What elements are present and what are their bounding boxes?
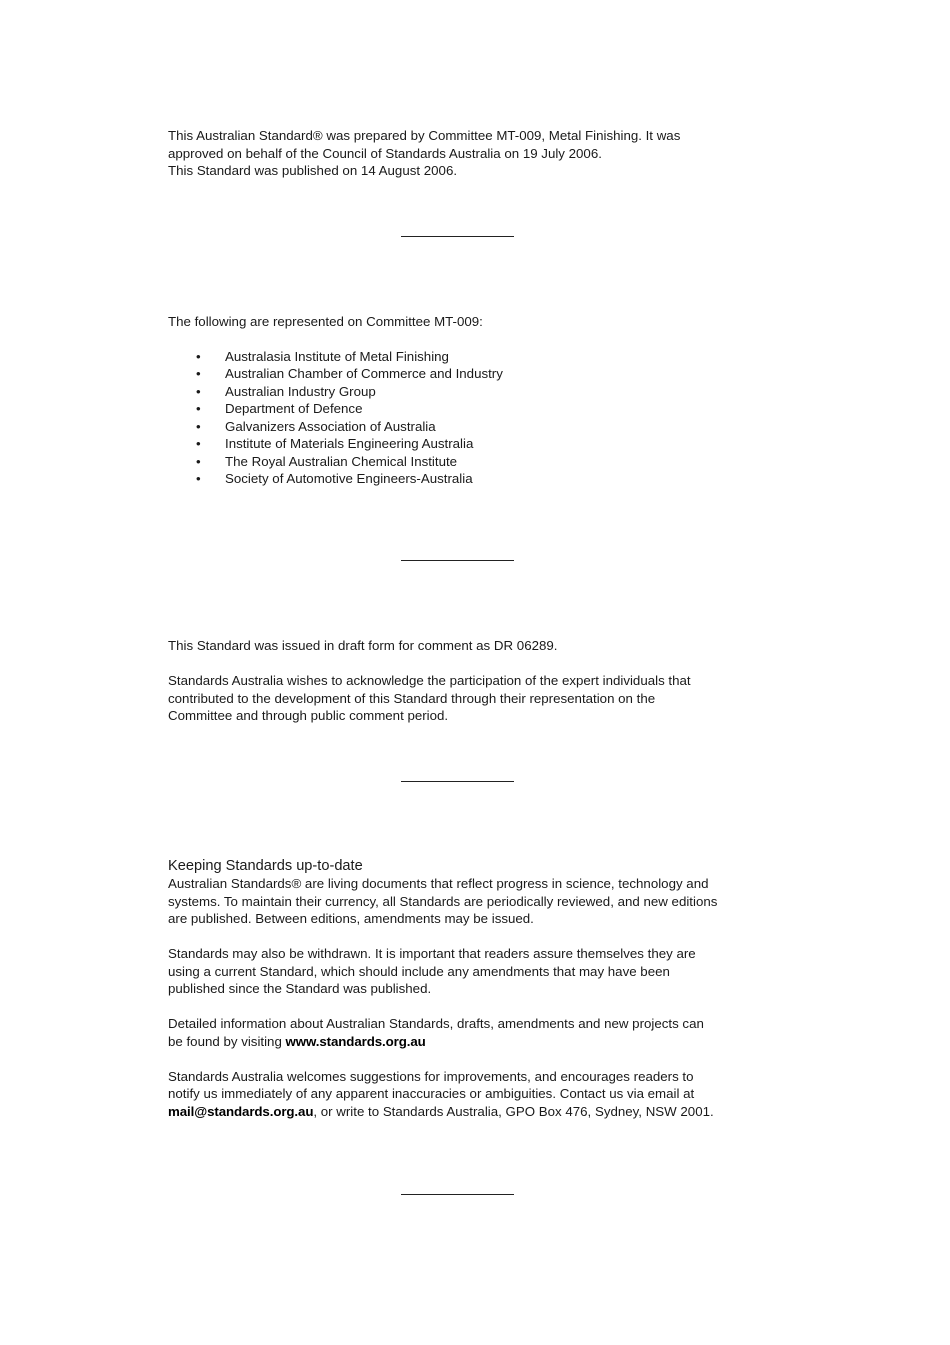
preparation-statement — [168, 127, 768, 180]
section-divider — [401, 781, 514, 782]
withdrawn-paragraph: Standards may also be withdrawn. It is important that readers assure themselves they are using a current Standard, which should include any amendments that may have been published since the Standard was published. — [168, 946, 696, 996]
list-item: • Australian Chamber of Commerce and Industry — [196, 366, 503, 381]
website-link[interactable]: www.standards.org.au — [285, 1033, 426, 1049]
list-item: • The Royal Australian Chemical Institute — [196, 453, 458, 469]
list-item: • Society of Automotive Engineers-Australia — [196, 471, 473, 486]
list-item: • Department of Defence — [196, 401, 363, 416]
acknowledgement-paragraph: Standards Australia wishes to acknowledge the participation of the expert individuals that contributed to the development of this Standard through their representation on the Committee and through public comment period. — [168, 673, 691, 723]
preparation-paragraph — [168, 127, 768, 180]
keeping-standards-section — [168, 857, 768, 1120]
suggestions-paragraph: Standards Australia welcomes suggestions for improvements, and encourages readers to notify us immediately of any apparent inaccuracies or ambiguities. Contact us via email at mail@standards.org.au, or write to Standards Australia, GPO Box 476, Sydney, NSW 2001. — [168, 1068, 714, 1119]
bullet-icon: • — [196, 453, 201, 469]
list-item: • Australian Industry Group — [196, 383, 376, 399]
bullet-icon: • — [196, 401, 201, 416]
bullet-icon: • — [196, 383, 201, 399]
section-heading: Keeping Standards up-to-date — [168, 858, 363, 874]
information-paragraph: Detailed information about Australian Standards, drafts, amendments and new projects can be found by visiting www.standards.org.au — [168, 1016, 704, 1049]
list-item: • Institute of Materials Engineering Australia — [196, 436, 474, 451]
bullet-icon: • — [196, 436, 201, 451]
approval-line: approved on behalf of the Council of Standards Australia on 19 July 2006. — [168, 145, 602, 161]
preparation-line: This Australian Standard® was prepared by Committee MT-009, Metal Finishing. It was — [168, 128, 681, 143]
committee-section — [168, 313, 768, 488]
bullet-icon: • — [196, 471, 201, 486]
bullet-icon: • — [196, 348, 201, 364]
bullet-icon: • — [196, 366, 201, 381]
living-documents-paragraph: Australian Standards® are living documents that reflect progress in science, technology and systems. To maintain their currency, all Standards are periodically reviewed, and new editions are published. Between editions, amendments may be issued. — [168, 876, 718, 926]
draft-issue-statement: This Standard was issued in draft form for comment as DR 06289. — [168, 638, 558, 653]
committee-intro: The following are represented on Committee MT-009: — [168, 314, 483, 329]
email-link[interactable]: mail@standards.org.au — [168, 1103, 314, 1119]
section-divider — [401, 560, 514, 561]
section-divider — [401, 1194, 514, 1195]
list-item: • Australasia Institute of Metal Finishing — [196, 348, 449, 364]
publication-line: This Standard was published on 14 August 2006. — [168, 163, 458, 178]
bullet-icon: • — [196, 418, 201, 434]
committee-member-list — [168, 348, 768, 488]
list-item: • Galvanizers Association of Australia — [196, 418, 436, 434]
section-divider — [401, 236, 514, 237]
draft-section — [168, 637, 768, 725]
